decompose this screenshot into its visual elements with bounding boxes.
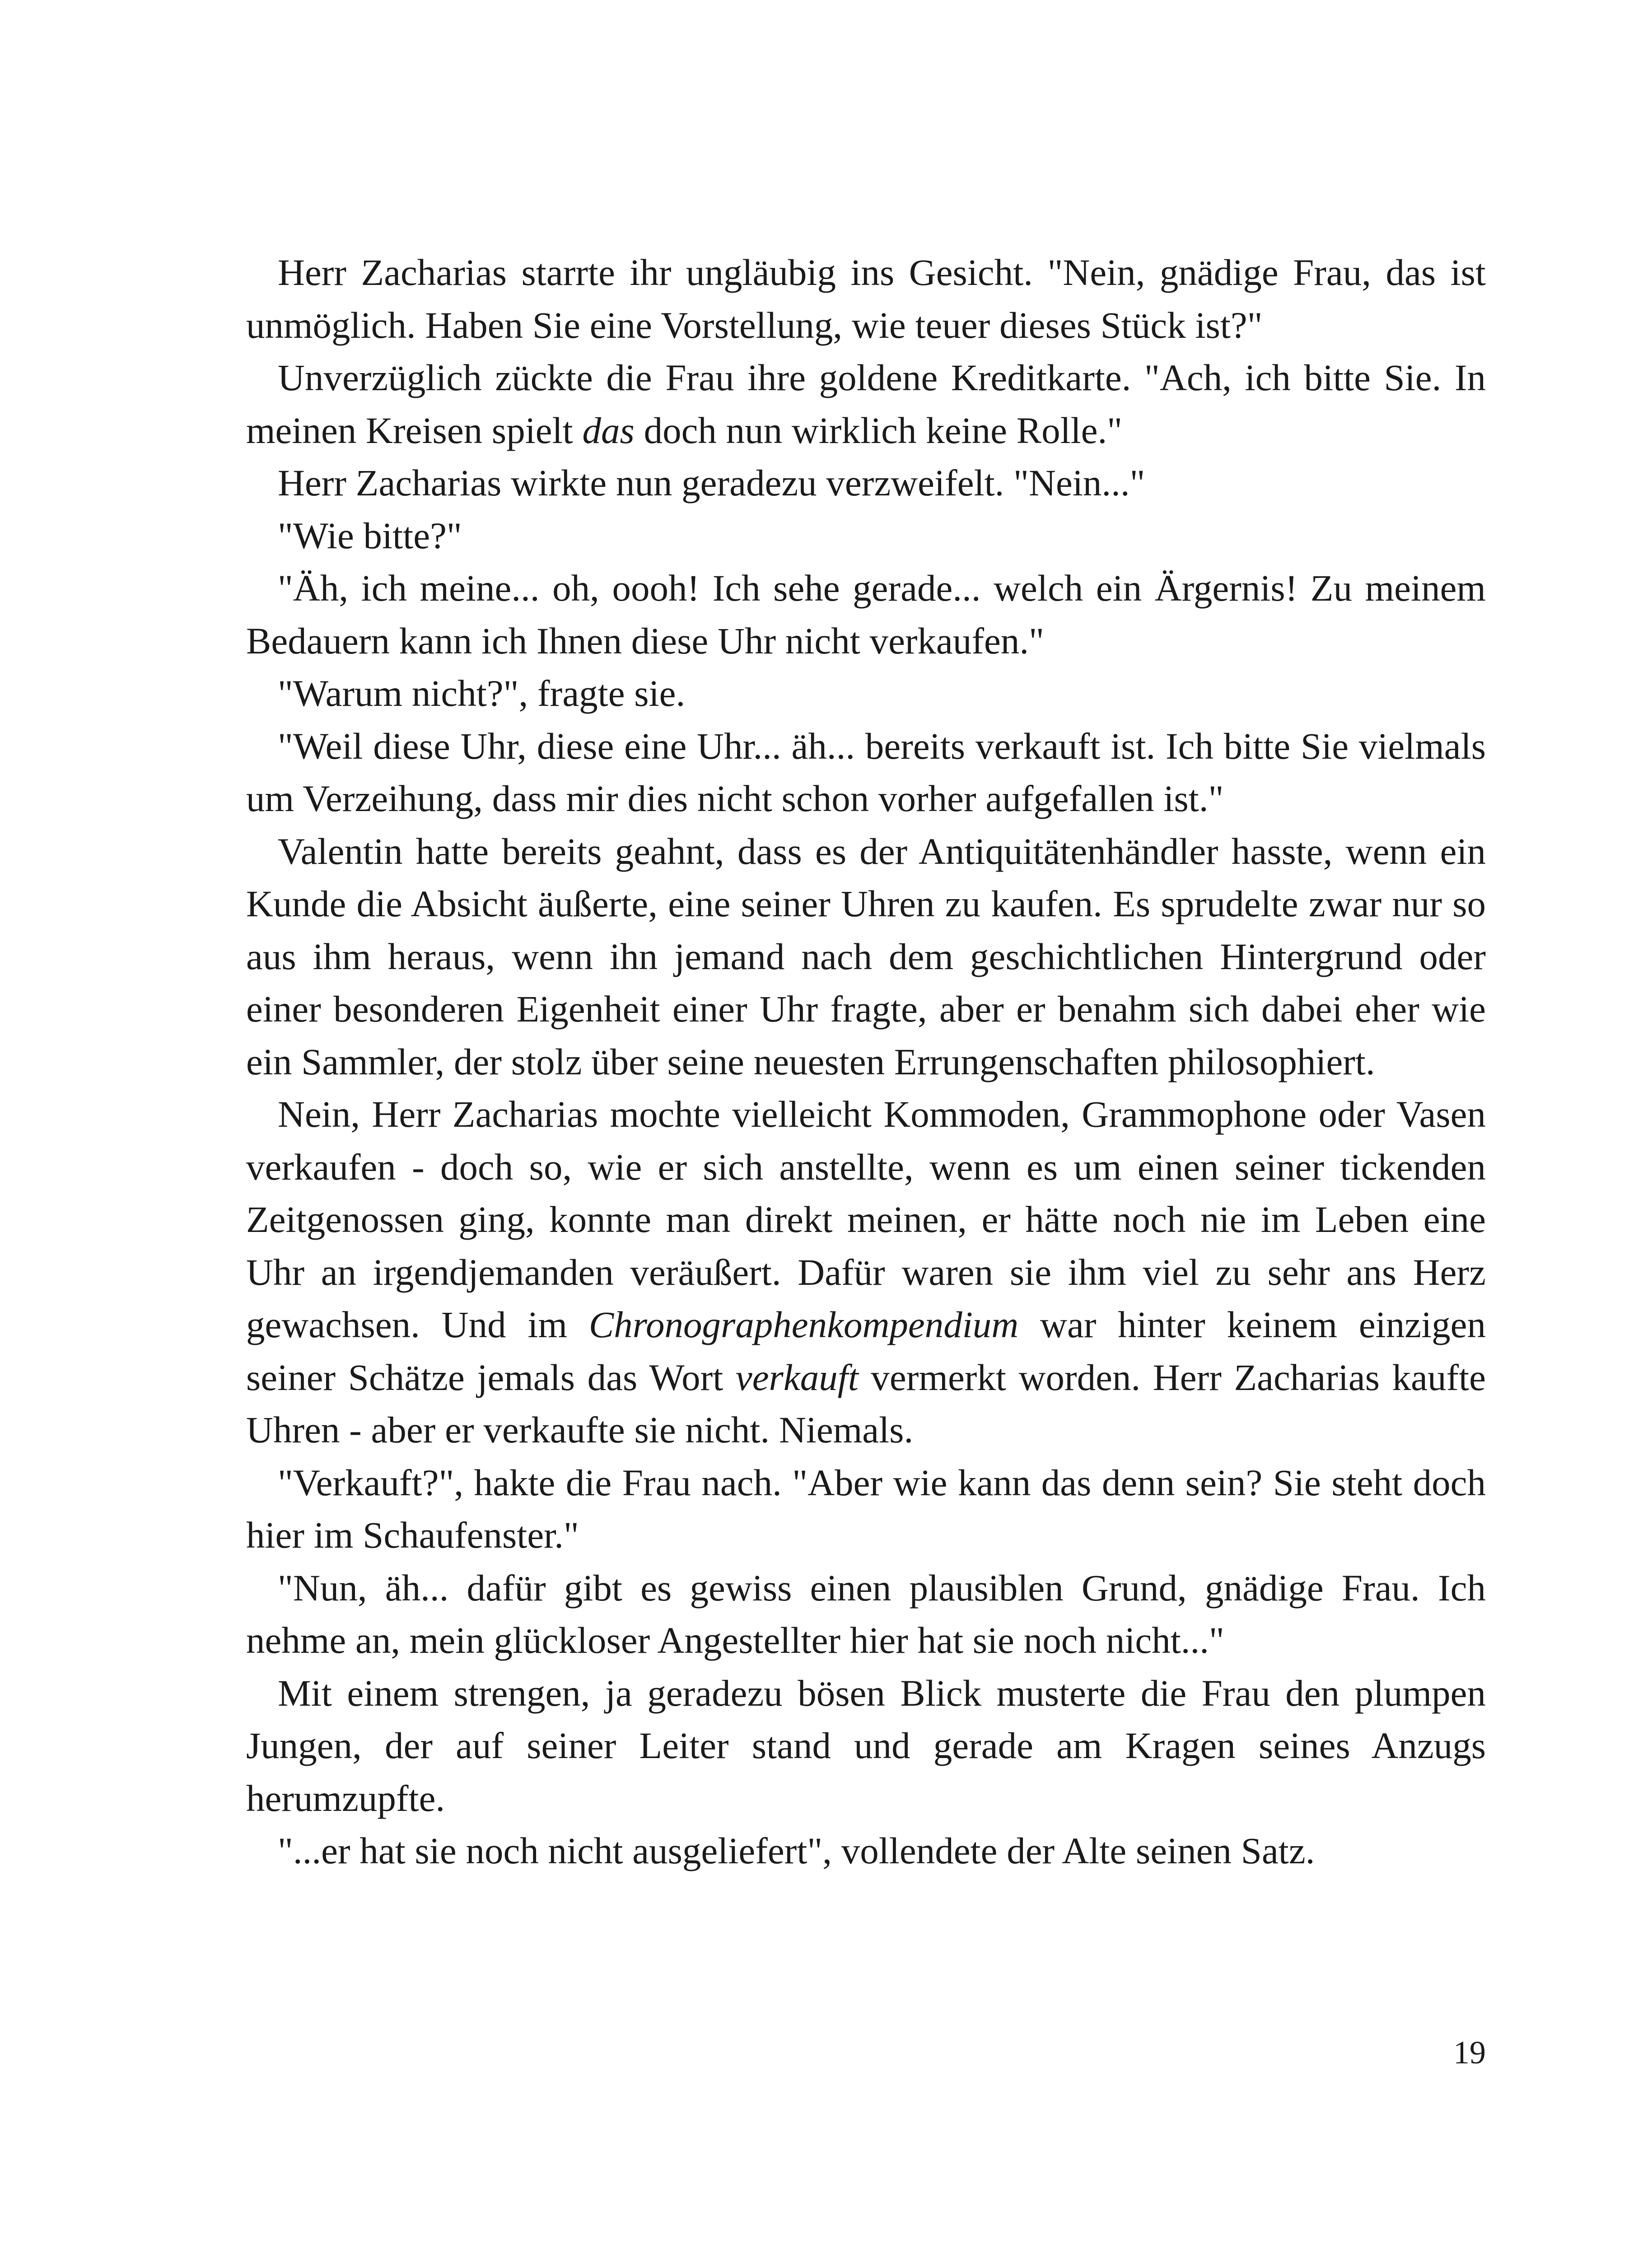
text-segment: vermerkt worden. Herr Zacharias kaufte Uhren - aber er verkaufte sie nicht. Niemals.: [246, 1356, 1486, 1451]
paragraph: [246, 1088, 1486, 1456]
paragraph: [246, 246, 1486, 351]
italic-text-segment: das: [582, 409, 635, 451]
text-segment: war hinter keinem einzigen seiner Schätze jemals das Wort: [246, 1304, 1486, 1398]
text-segment: Mit einem strengen, ja geradezu bösen Blick musterte die Frau den plumpen Jungen, der auf seiner Leiter stand und gerade am Kragen seines Anzugs herumzupfte.: [246, 1672, 1486, 1819]
paragraph: [246, 509, 1486, 562]
text-segment: doch nun wirklich keine Rolle.": [634, 409, 1123, 451]
italic-text-segment: Chronographenkompendium: [588, 1304, 1019, 1345]
paragraph: [246, 825, 1486, 1088]
paragraph: [246, 720, 1486, 825]
text-segment: "Warum nicht?", fragte sie.: [278, 672, 686, 714]
paragraph: [246, 351, 1486, 457]
text-segment: "Nun, äh... dafür gibt es gewiss einen plausiblen Grund, gnädige Frau. Ich nehme an, mein glückloser Angestellter hier hat sie noch nicht...": [246, 1567, 1486, 1661]
paragraph: [246, 562, 1486, 667]
paragraph: [246, 1667, 1486, 1825]
text-segment: "...er hat sie noch nicht ausgeliefert", vollendete der Alte seinen Satz.: [278, 1830, 1315, 1871]
paragraph: [246, 1456, 1486, 1562]
italic-text-segment: verkauft: [735, 1356, 859, 1398]
text-segment: Herr Zacharias wirkte nun geradezu verzweifelt. "Nein...": [278, 462, 1145, 504]
text-segment: Valentin hatte bereits geahnt, dass es der Antiquitätenhändler hasste, wenn ein Kunde die Absicht äußerte, eine seiner Uhren zu kaufen. Es sprudelte zwar nur so aus ihm heraus, wenn ihn jemand nach dem geschichtlichen Hintergrund oder einer besonderen Eigenheit einer Uhr fragte, aber er benahm sich dabei eher wie ein Sammler, der stolz über seine neuesten Errungenschaften philosophiert.: [246, 830, 1486, 1082]
text-segment: Nein, Herr Zacharias mochte vielleicht Kommoden, Grammophone oder Vasen verkaufen - doch so, wie er sich anstellte, wenn es um einen seiner tickenden Zeitgenossen ging, konnte man direkt meinen, er hätte noch nie im Leben eine Uhr an irgendjemanden veräußert. Dafür waren sie ihm viel zu sehr ans Herz gewachsen. Und im: [246, 1093, 1486, 1345]
body-text: [246, 246, 1486, 1877]
paragraph: [246, 1824, 1486, 1877]
page-number: 19: [1453, 2034, 1486, 2071]
paragraph: [246, 1562, 1486, 1667]
text-segment: "Verkauft?", hakte die Frau nach. "Aber wie kann das denn sein? Sie steht doch hier im Schaufenster.": [246, 1461, 1486, 1556]
text-segment: Unverzüglich zückte die Frau ihre goldene Kreditkarte. "Ach, ich bitte Sie. In meinen Kreisen spielt: [246, 357, 1486, 451]
text-segment: "Äh, ich meine... oh, oooh! Ich sehe gerade... welch ein Ärgernis! Zu meinem Bedauern kann ich Ihnen diese Uhr nicht verkaufen.": [246, 567, 1486, 662]
text-segment: "Weil diese Uhr, diese eine Uhr... äh... bereits verkauft ist. Ich bitte Sie vielmals um Verzeihung, dass mir dies nicht schon vorher aufgefallen ist.": [246, 725, 1486, 819]
paragraph: [246, 457, 1486, 509]
paragraph: [246, 667, 1486, 720]
text-segment: Herr Zacharias starrte ihr ungläubig ins Gesicht. "Nein, gnädige Frau, das ist unmöglich. Haben Sie eine Vorstellung, wie teuer dieses Stück ist?": [246, 252, 1486, 346]
text-segment: "Wie bitte?": [278, 514, 462, 556]
